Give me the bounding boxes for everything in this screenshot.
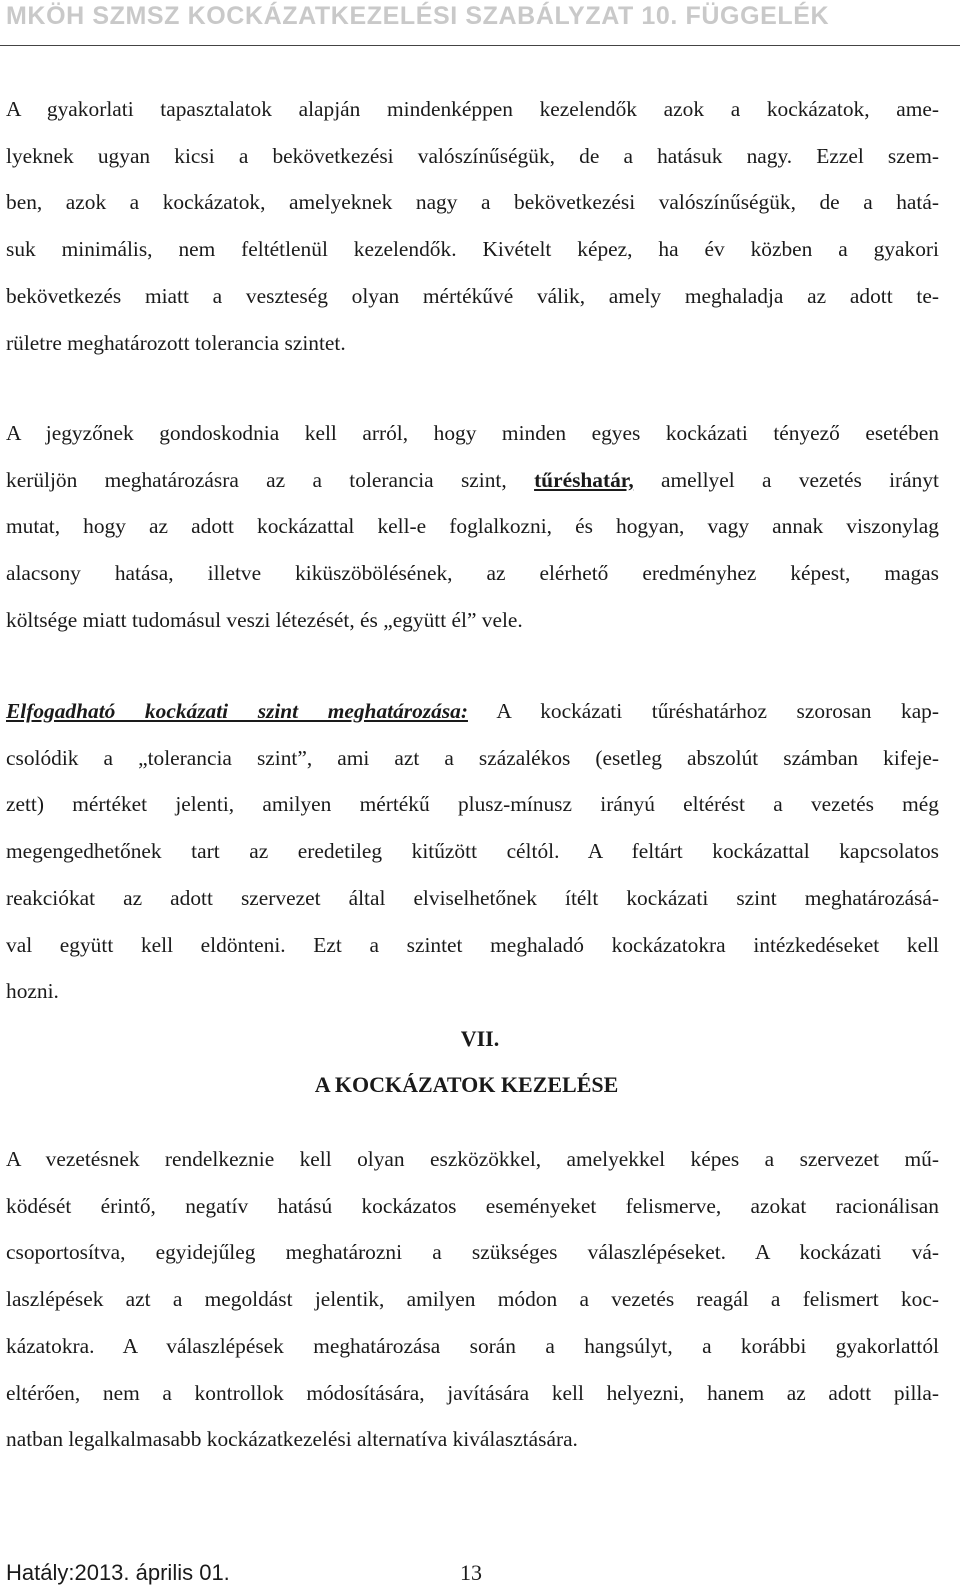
text-line: kázatokra. A válaszlépések meghatározása során a hangsúlyt, a korábbi gyakorlattól (6, 1333, 939, 1358)
term-acceptable-risk-level: Elfogadható kockázati szint meghatározása: (6, 699, 468, 723)
text-line: suk minimális, nem feltétlenül kezelendők. Kivételt képez, ha év közben a gyakori (6, 237, 939, 262)
text-line (6, 688, 939, 735)
page-header (0, 0, 960, 44)
text-fragment: kerüljön meghatározásra az a tolerancia szint, (6, 467, 535, 492)
text-line: költsége miatt tudomásul veszi létezését, és „együtt él” vele. (6, 607, 523, 632)
text-line: natban legalkalmasabb kockázatkezelési alternatíva kiválasztására. (6, 1427, 578, 1452)
text-line: A gyakorlati tapasztalatok alapján mindenképpen kezelendők azok a kockázatok, ame- (6, 97, 939, 121)
page-number: 13 (460, 1560, 482, 1585)
text-line: rületre meghatározott tolerancia szintet. (6, 330, 346, 355)
text-line: csoportosítva, egyidejűleg meghatározni a szükséges válaszlépéseket. A kockázati vá- (6, 1240, 939, 1265)
paragraph-tolerance (6, 410, 939, 644)
text-line: bekövetkezés miatt a veszteség olyan mértékűvé válik, amely meghaladja az adott te- (6, 283, 939, 308)
text-fragment: amellyel a vezetés irányt (633, 467, 940, 492)
text-line: hozni. (6, 979, 59, 1004)
text-line: megengedhetőnek tart az eredetileg kitűzött céltól. A feltárt kockázattal kapcsolatos (6, 839, 939, 864)
text-line: A jegyzőnek gondoskodnia kell arról, hogy minden egyes kockázati tényező esetében (6, 421, 939, 445)
text-line: ben, azok a kockázatok, amelyeknek nagy a bekövetkezési valószínűségük, de a hatá- (6, 190, 939, 215)
paragraph-acceptable-risk (6, 688, 939, 1015)
text-line: eltérően, nem a kontrollok módosítására, javítására kell helyezni, hanem az adott pilla- (6, 1380, 939, 1405)
text-line: zett) mértéket jelenti, amilyen mértékű plusz-mínusz irányú eltérést a vezetés még (6, 792, 939, 817)
header-title: MKÖH SZMSZ KOCKÁZATKEZELÉSI SZABÁLYZAT 10. FÜGGELÉK (6, 2, 830, 30)
term-tolerance-limit: tűréshatár, (534, 467, 634, 492)
chapter-number: VII. (460, 1026, 500, 1051)
text-line: alacsony hatása, illetve kiküszöbölésének, az elérhető eredményhez képest, magas (6, 561, 939, 586)
text-line: lyeknek ugyan kicsi a bekövetkezési valószínűségük, de a hatásuk nagy. Ezzel szem- (6, 143, 939, 168)
paragraph-risk-handling (6, 1136, 939, 1463)
paragraph-risk-practice (6, 86, 939, 366)
header-divider (0, 45, 960, 46)
text-line: val együtt kell eldönteni. Ezt a szintet meghaladó kockázatokra intézkedéseket kell (6, 932, 939, 957)
chapter-title: A KOCKÁZATOK KEZELÉSE (314, 1072, 619, 1097)
footer-effective-date: Hatály:2013. április 01. (6, 1560, 230, 1585)
text-line (6, 457, 939, 504)
text-line: ködését érintő, negatív hatású kockázatos eseményeket felismerve, azokat racionálisan (6, 1193, 939, 1218)
text-line: mutat, hogy az adott kockázattal kell-e foglalkozni, és hogyan, vagy annak viszonylag (6, 514, 939, 539)
text-line: laszlépések azt a megoldást jelentik, amilyen módon a vezetés reagál a felismert koc- (6, 1287, 939, 1312)
text-fragment: A kockázati tűréshatárhoz szorosan kap- (467, 699, 940, 723)
text-line: A vezetésnek rendelkeznie kell olyan eszközökkel, amelyekkel képes a szervezet mű- (6, 1147, 939, 1171)
text-line: csolódik a „tolerancia szint”, ami azt a százalékos (esetleg abszolút számban kifeje- (6, 745, 939, 770)
text-line: reakciókat az adott szervezet által elviselhetőnek ítélt kockázati szint meghatározásá- (6, 885, 939, 910)
